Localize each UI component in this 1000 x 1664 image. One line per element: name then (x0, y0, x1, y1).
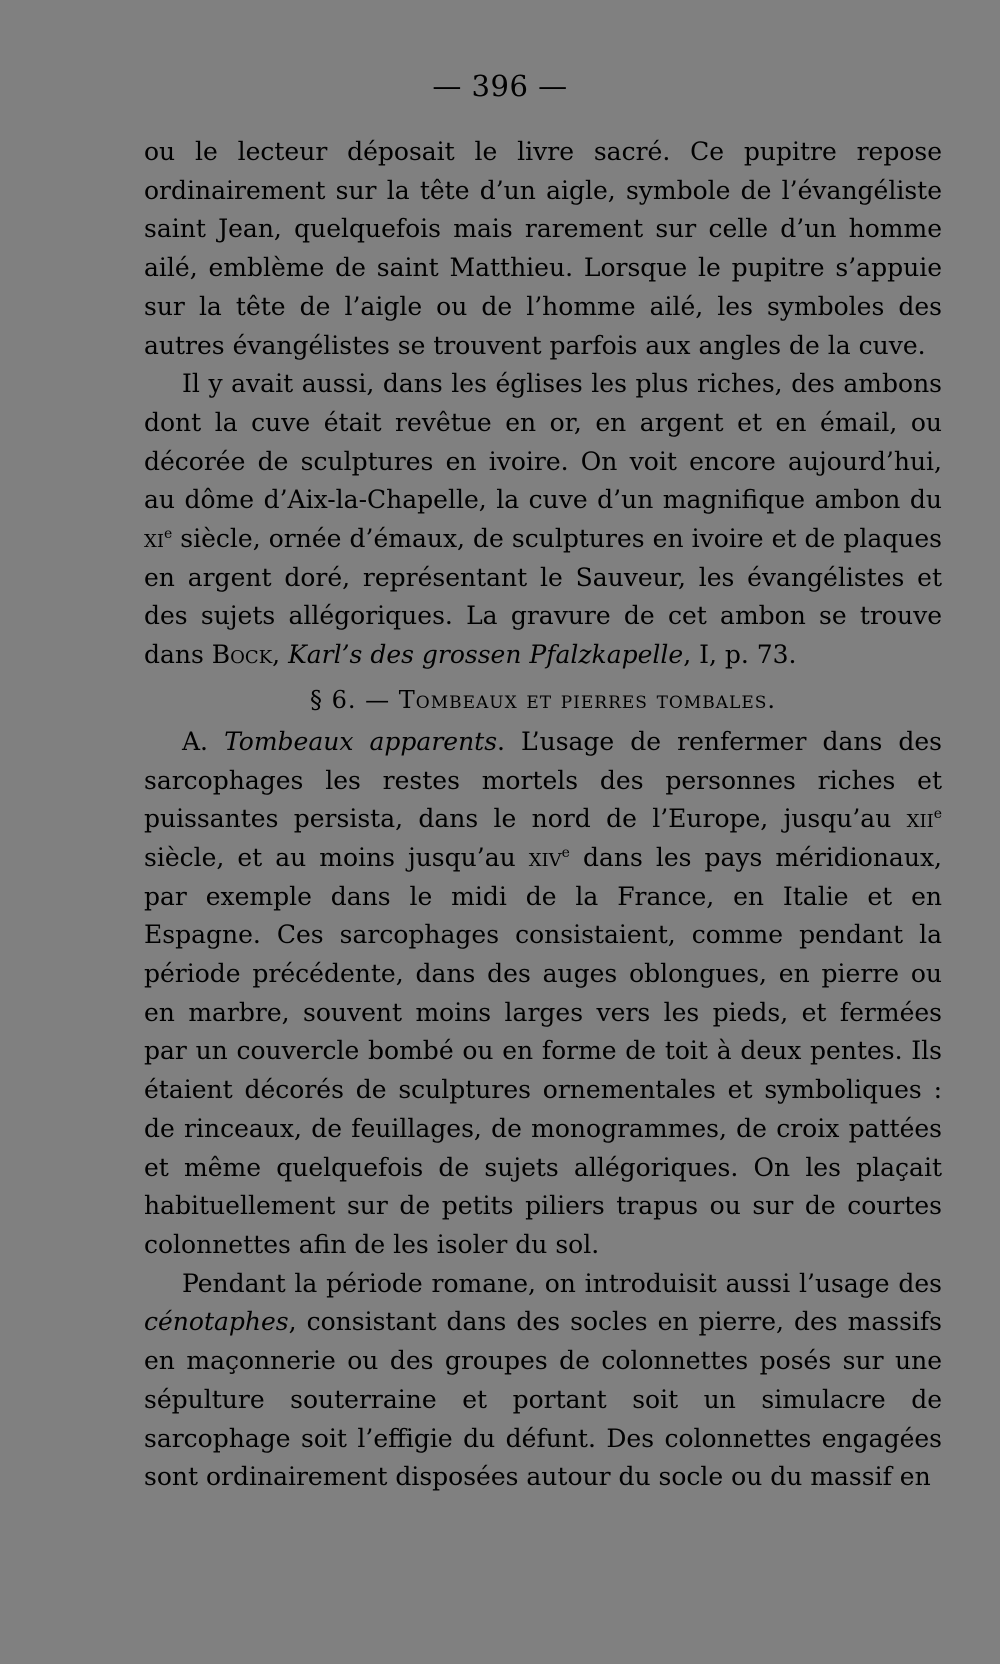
paragraph (144, 1265, 942, 1497)
superscript: e (561, 844, 570, 861)
text-run: siècle, et au moins jusqu’au (144, 842, 529, 872)
text-run: , (272, 640, 289, 670)
italic-text: Tombeaux apparents (224, 726, 498, 756)
small-caps-text: xiv (528, 842, 562, 872)
italic-text: Karl’s des grossen Pfalzkapelle (288, 640, 684, 670)
text-run: , consistant dans des socles en pierre, des massifs en maçonnerie ou des groupes de colonnettes posés sur une sépulture souterraine et portant soit un simulacre de sarcophage soit l’effigie du défunt. Des colonnettes engagées sont ordinairement disposées autour du socle ou du massif en (144, 1307, 942, 1492)
text-run: siècle, ornée d’émaux, de sculptures en ivoire et de plaques en argent doré, représentant le Sauveur, les évangélistes et des sujets allégoriques. La gravure de cet ambon se trouve dans (144, 524, 942, 670)
text-run: ou le lecteur déposait le livre sacré. Ce pupitre repose ordinairement sur la tête d’un aigle, symbole de l’évangéliste saint Jean, quelquefois mais rarement sur celle d’un homme ailé, emblème de saint Matthieu. Lorsque le pupitre s’appuie sur la tête de l’aigle ou de l’homme ailé, les symboles des autres évangélistes se trouvent parfois aux angles de la cuve. (144, 137, 942, 360)
small-caps-text: Tombeaux et pierres tombales. (398, 685, 777, 714)
small-caps-text: Bock (211, 640, 273, 670)
paragraph (144, 723, 942, 1265)
text-run: Il y avait aussi, dans les églises les plus riches, des ambons dont la cuve était revêtue en or, en argent et en émail, ou décorée de sculptures en ivoire. On voit encore aujourd’hui, au dôme d’Aix-la-Chapelle, la cuve d’un magnifique ambon du (144, 369, 942, 515)
superscript: e (933, 806, 942, 823)
paragraph (144, 365, 942, 675)
text-run: A. (182, 726, 225, 756)
small-caps-text: xii (906, 804, 934, 834)
text-run: , I, p. 73. (683, 640, 797, 670)
page-number: — 396 — (432, 69, 568, 103)
text-run: § 6. — (309, 685, 399, 714)
small-caps-text: xi (144, 524, 164, 554)
paragraph (144, 133, 942, 365)
text-run: . L’usage de renfermer dans des sarcophages les restes mortels des personnes riches et puissantes persista, dans le nord de l’Europe, jusqu’au (144, 726, 942, 834)
section-heading (144, 681, 942, 719)
text-run: dans les pays méridionaux, par exemple dans le midi de la France, en Italie et en Espagne. Ces sarcophages consistaient, comme pendant la période précédente, dans des auges oblongues, en pierre ou en marbre, souvent moins larges vers les pieds, et fermées par un couvercle bombé ou en forme de toit à deux pentes. Ils étaient décorés de sculptures ornementales et symboliques : de rinceaux, de feuillages, de monogrammes, de croix pattées et même quelquefois de sujets allégoriques. On les plaçait habituellement sur de petits piliers trapus ou sur de courtes colonnettes afin de les isoler du sol. (144, 842, 942, 1259)
superscript: e (163, 526, 173, 543)
body-text (144, 133, 942, 1497)
italic-text: cénotaphes (144, 1307, 289, 1337)
text-run: Pendant la période romane, on introduisit aussi l’usage des (182, 1268, 942, 1298)
